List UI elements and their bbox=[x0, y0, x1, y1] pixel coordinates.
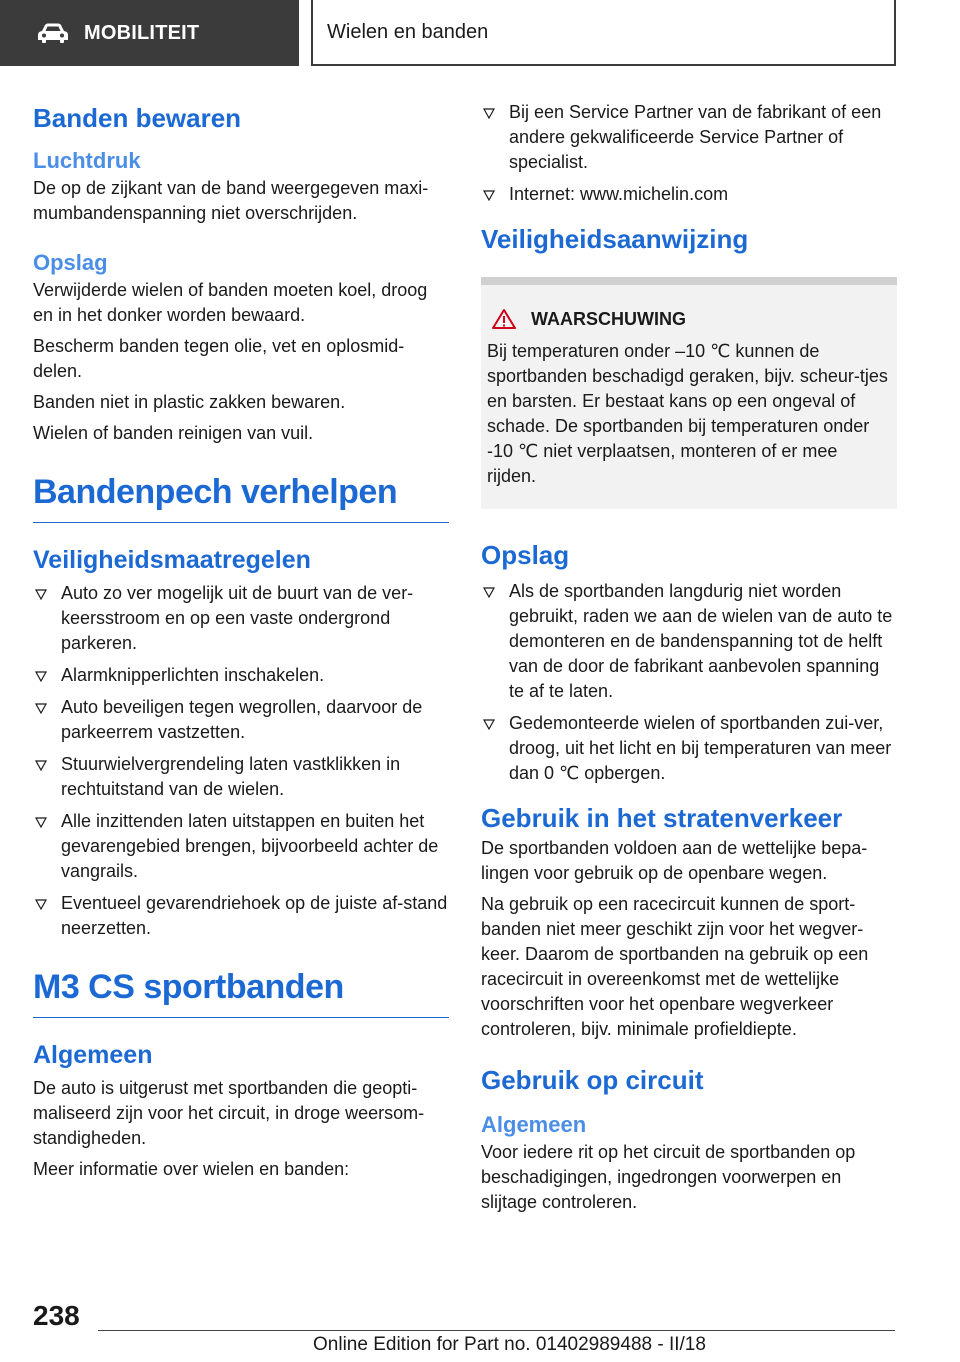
heading-algemeen: Algemeen bbox=[33, 1041, 153, 1069]
paragraph-opslag-4: Wielen of banden reinigen van vuil. bbox=[33, 423, 314, 443]
list-item: Alle inzittenden laten uitstappen en buiten het gevarengebied brengen, bijvoorbeeld achter de vangrails. bbox=[33, 809, 449, 884]
paragraph-opslag-1: Verwijderde wielen of banden moeten koel, droog en in het donker worden bewaard. bbox=[33, 280, 428, 325]
list-item: Auto zo ver mogelijk uit de buurt van de ver-keersstroom en op een vaste ondergrond parkeren. bbox=[33, 581, 449, 656]
list-item: Als de sportbanden langdurig niet worden gebruikt, raden we aan de wielen van de auto te demonteren en de bandenspanning tot de helft van de door de fabrikant aanbevolen spanning te af te laten. bbox=[481, 579, 897, 704]
heading-banden-bewaren: Banden bewaren bbox=[33, 103, 242, 133]
paragraph-luchtdruk: De op de zijkant van de band weergegeven maxi-mumbandenspanning niet overschrijden. bbox=[33, 178, 429, 223]
right-column bbox=[481, 100, 897, 1221]
triangle-bullet-icon bbox=[483, 108, 495, 119]
triangle-bullet-icon bbox=[35, 589, 47, 600]
list-item: Eventueel gevarendriehoek op de juiste af-stand neerzetten. bbox=[33, 891, 449, 941]
header-section-label: MOBILITEIT bbox=[84, 21, 200, 44]
heading-luchtdruk: Luchtdruk bbox=[33, 148, 141, 173]
left-column bbox=[33, 100, 449, 1188]
paragraph-straat-2: Na gebruik op een racecircuit kunnen de sport-banden niet meer geschikt zijn voor het wegver-keer. Daarom de sportbanden na gebruik op een racecircuit in overeenkomst met de wettelijke voorschriften voor het openbare wegverkeer controleren, bijv. minimale profieldiepte. bbox=[481, 894, 869, 1039]
paragraph-circuit: Voor iedere rit op het circuit de sportbanden op beschadigingen, ingedrongen voorwerpen en slijtage controleren. bbox=[481, 1142, 856, 1212]
footer-edition: Online Edition for Part no. 01402989488 - II/18 bbox=[313, 1334, 706, 1355]
list-opslag bbox=[481, 579, 897, 786]
heading-m3-cs-sportbanden: M3 CS sportbanden bbox=[33, 965, 449, 1018]
paragraph-opslag-3: Banden niet in plastic zakken bewaren. bbox=[33, 392, 346, 412]
list-item: Auto beveiligen tegen wegrollen, daarvoor de parkeerrem vastzetten. bbox=[33, 695, 449, 745]
list-veiligheidsmaatregelen bbox=[33, 581, 449, 941]
list-item: Alarmknipperlichten inschakelen. bbox=[33, 663, 449, 688]
list-item: Gedemonteerde wielen of sportbanden zui-ver, droog, uit het licht en bij temperaturen van meer dan 0 ℃ opbergen. bbox=[481, 711, 897, 786]
triangle-bullet-icon bbox=[483, 190, 495, 201]
header-chapter-bar bbox=[311, 0, 896, 66]
triangle-bullet-icon bbox=[483, 719, 495, 730]
list-item: Internet: www.michelin.com bbox=[481, 182, 897, 207]
warning-title: WAARSCHUWING bbox=[531, 309, 686, 329]
heading-gebruik-stratenverkeer: Gebruik in het stratenverkeer bbox=[481, 803, 843, 833]
triangle-bullet-icon bbox=[35, 703, 47, 714]
paragraph-straat-1: De sportbanden voldoen aan de wettelijke bepa-lingen voor gebruik op de openbare wegen. bbox=[481, 838, 868, 883]
heading-bandenpech-verhelpen: Bandenpech verhelpen bbox=[33, 470, 449, 523]
triangle-bullet-icon bbox=[483, 587, 495, 598]
triangle-bullet-icon bbox=[35, 899, 47, 910]
heading-opslag: Opslag bbox=[33, 250, 108, 275]
header-section-tab[interactable] bbox=[0, 0, 299, 66]
heading-algemeen-right: Algemeen bbox=[481, 1112, 587, 1137]
paragraph-algemeen-1: De auto is uitgerust met sportbanden die geopti-maliseerd zijn voor het circuit, in droge weersom-standigheden. bbox=[33, 1078, 425, 1148]
list-item: Stuurwielvergrendeling laten vastklikken in rechtuitstand van de wielen. bbox=[33, 752, 449, 802]
heading-veiligheidsaanwijzing: Veiligheidsaanwijzing bbox=[481, 224, 749, 254]
triangle-bullet-icon bbox=[35, 760, 47, 771]
warning-triangle-icon bbox=[491, 308, 517, 330]
heading-veiligheidsmaatregelen: Veiligheidsmaatregelen bbox=[33, 546, 311, 574]
heading-gebruik-op-circuit: Gebruik op circuit bbox=[481, 1065, 704, 1095]
header-chapter-title: Wielen en banden bbox=[327, 20, 489, 43]
heading-opslag-right: Opslag bbox=[481, 540, 570, 570]
warning-text: Bij temperaturen onder –10 ℃ kunnen de sportbanden beschadigd geraken, bijv. scheur-tjes en barsten. Er bestaat kans op een ongeval of schade. De sportbanden bij temperaturen onder -10 ℃ niet verplaatsen, monteren of er mee rijden. bbox=[487, 341, 888, 486]
triangle-bullet-icon bbox=[35, 817, 47, 828]
paragraph-opslag-2: Bescherm banden tegen olie, vet en oplosmid-delen. bbox=[33, 336, 405, 381]
list-item: Bij een Service Partner van de fabrikant of een andere gekwalificeerde Service Partner of specialist. bbox=[481, 100, 897, 175]
triangle-bullet-icon bbox=[35, 671, 47, 682]
footer-divider bbox=[98, 1330, 895, 1331]
car-icon bbox=[36, 22, 70, 44]
list-info-sources bbox=[481, 100, 897, 207]
page-number: 238 bbox=[33, 1300, 80, 1331]
warning-box bbox=[481, 277, 897, 509]
paragraph-algemeen-2: Meer informatie over wielen en banden: bbox=[33, 1159, 350, 1179]
